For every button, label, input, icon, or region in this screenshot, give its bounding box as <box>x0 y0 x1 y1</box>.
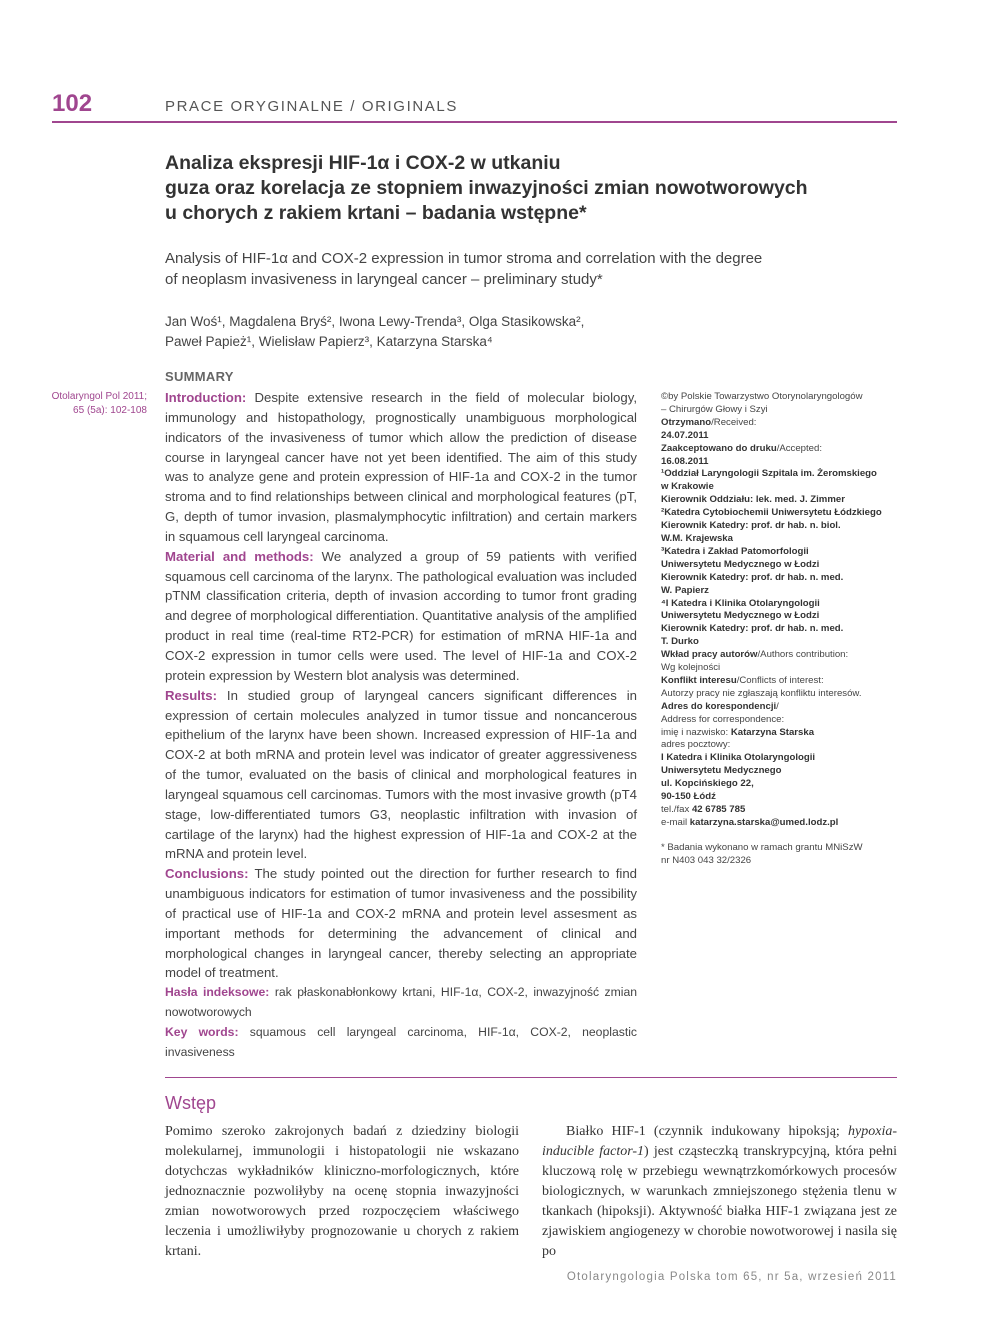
affiliation-line: Kierownik Katedry: prof. dr hab. n. biol. <box>661 520 841 532</box>
header-rule <box>52 121 897 123</box>
copyright-line: ©by Polskie Towarzystwo Otorynolaryngologów <box>661 391 863 402</box>
journal-footer: Otolaryngologia Polska tom 65, nr 5a, wrzesień 2011 <box>566 1271 897 1283</box>
affiliation-line: ³Katedra i Zakład Patomorfologii <box>661 545 809 557</box>
journal-citation <box>20 390 147 418</box>
key-words <box>165 1023 637 1063</box>
address-label: Adres do korespondencji/ <box>661 700 779 712</box>
results-label: Results: <box>165 687 218 703</box>
introduction-text: Despite extensive research in the field of molecular biology, immunology and histopathology, prognostically unambiguous morphological indicators of the invasiveness of tumor which allow the prediction of disease course in laryngeal cancer have not yet been identified. The aim of this study was to analyze gene and protein expression of HIF-1a and COX-2 in the tumor stroma and to find relationships between clinical and morphological features (pT, G, depth of tumor invasion, plasmalymphocytic infiltration) and certain markers in squamous cell laryngeal carcinoma. <box>165 390 637 544</box>
section-label: PRACE ORYGINALNE / ORIGINALS <box>165 98 458 115</box>
intro-heading: Wstęp <box>165 1093 217 1113</box>
title-line: u chorych z rakiem krtani – badania wstępne* <box>165 202 587 224</box>
intro-column-left <box>165 1122 519 1262</box>
copyright-line: – Chirurgów Głowy i Szyi <box>661 403 768 415</box>
received-label: Otrzymano/Received: <box>661 416 757 428</box>
index-terms <box>165 983 637 1023</box>
accepted-label: Zaakceptowano do druku/Accepted: <box>661 442 823 454</box>
postal-line: 90-150 Łódź <box>661 791 716 803</box>
introduction-label: Introduction: <box>165 390 247 405</box>
postal-label: adres pocztowy: <box>661 739 731 751</box>
postal-line: I Katedra i Klinika Otolaryngologii <box>661 752 816 764</box>
methods-text: We analyzed a group of 59 patients with verified squamous cell carcinoma of the larynx. The pathological evaluation was included pTNM classification criteria, depth of invasion according to tumor front grading and degree of morphological differentiation. Quantitative analysis of the amplified product in real time (real-time RT2-PCR) for estimation of mRNA HIF-1a and COX-2 expression in tumor cells were used. The level of HIF-1a and COX-2 protein expression by Western blot analysis was determined. <box>165 548 637 683</box>
title-line: Analiza ekspresji HIF-1α i COX-2 w utkaniu <box>165 152 561 174</box>
methods-label: Material and methods: <box>165 548 314 564</box>
abstract-introduction <box>165 388 637 547</box>
authors-line: Paweł Papież¹, Wielisław Papierz³, Katarzyna Starska⁴ <box>165 334 493 349</box>
keywords-label: Key words: <box>165 1025 239 1039</box>
conflict-value: Autorzy pracy nie zgłaszają konfliktu interesów. <box>661 687 862 699</box>
intro-paragraph: Pomimo szeroko zakrojonych badań z dziedziny biologii molekularnej, immunologii i histopatologii nie wskazano dotychczas wykładników kliniczno-morfologicznych, które jednoznacznie pozwoliłyby na ocenę stopnia inwazyjności zmian nowotworowych przed rozpoczęciem właściwego leczenia i umożliwiłyby prognozowanie u chorych z rakiem krtani. <box>165 1124 519 1259</box>
citation-line: 65 (5a): 102-108 <box>73 405 147 416</box>
article-subtitle <box>165 248 885 290</box>
abstract-results <box>165 686 637 865</box>
affiliation-line: Kierownik Katedry: prof. dr hab. n. med. <box>661 571 844 583</box>
title-line: guza oraz korelacja ze stopniem inwazyjności zmian nowotworowych <box>165 177 808 199</box>
citation-line: Otolaryngol Pol 2011; <box>51 391 147 402</box>
address-label-en: Address for correspondence: <box>661 713 785 725</box>
affiliation-line: W.M. Krajewska <box>661 532 733 544</box>
conclusions-text: The study pointed out the direction for further research to find unambiguous indicators for estimation of tumor invasiveness and the possibility of practical use of HIF-1a and COX-2 mRNA and protein level assesment as important methods for determining the advancement of clinical and morphological changes in laryngeal cancer, thereby selecting an appropriate model of treatment. <box>165 866 637 981</box>
grant-note: nr N403 043 32/2326 <box>661 854 752 866</box>
abstract-conclusions <box>165 864 637 983</box>
hasla-label: Hasła indeksowe: <box>165 985 270 1000</box>
email-link[interactable]: katarzyna.starska@umed.lodz.pl <box>689 816 839 828</box>
conclusions-label: Conclusions: <box>165 866 249 882</box>
conflict-label: Konflikt interesu/Conflicts of interest: <box>661 674 824 686</box>
postal-line: Uniwersytetu Medycznego <box>661 765 782 777</box>
results-text: In studied group of laryngeal cancers significant differences in expression of certain molecules analyzed in tumor tissue and noncancerous epithelium of the larynx have been shown. Increased expression of HIF-1a and COX-2 at both mRNA and protein level was indicator of greater aggressiveness of the tumor, evaluated on the basis of clinical and morphological features in laryngeal squamous cell carcinomas. Tumors with the most invasive growth (pT4 stage, low-differentiated tumors G3, neoplastic infiltration with invasion of cartilage of the larynx) had the highest expression of HIF-1a and COX-2 at the mRNA and protein level. <box>165 687 637 862</box>
article-title <box>165 151 905 226</box>
grant-note: * Badania wykonano w ramach grantu MNiSzW <box>661 841 863 853</box>
section-divider <box>165 1077 897 1078</box>
postal-line: ul. Kopcińskiego 22, <box>661 778 754 790</box>
accepted-date: 16.08.2011 <box>661 455 709 467</box>
subtitle-line: of neoplasm invasiveness in laryngeal cancer – preliminary study* <box>165 271 603 288</box>
affiliation-line: Uniwersytetu Medycznego w Łodzi <box>661 610 820 622</box>
hasla-text: rak płaskonabłonkowy krtani, HIF-1α, COX-2, inwazyjność zmian nowotworowych <box>165 985 638 1020</box>
affiliation-line: Kierownik Katedry: prof. dr hab. n. med. <box>661 623 844 635</box>
phone-line: tel./fax 42 6785 785 <box>661 804 746 815</box>
received-date: 24.07.2011 <box>661 429 709 441</box>
subtitle-line: Analysis of HIF-1α and COX-2 expression in tumor stroma and correlation with the degree <box>165 250 763 267</box>
abstract <box>165 388 637 1063</box>
page-number: 102 <box>52 90 93 117</box>
contribution-label: Wkład pracy autorów/Authors contribution: <box>661 649 849 661</box>
affiliation-line: ²Katedra Cytobiochemii Uniwersytetu Łódzkiego <box>661 507 882 519</box>
author-list <box>165 312 665 352</box>
keywords-text: squamous cell laryngeal carcinoma, HIF-1α, COX-2, neoplastic invasiveness <box>165 1025 638 1059</box>
article-info-sidebar <box>661 391 897 868</box>
affiliation-line: Uniwersytetu Medycznego w Łodzi <box>661 558 820 570</box>
contact-name: imię i nazwisko: Katarzyna Starska <box>661 726 815 738</box>
affiliation-line: ⁴I Katedra i Klinika Otolaryngologii <box>661 597 820 609</box>
summary-heading: SUMMARY <box>165 369 234 384</box>
intro-column-right <box>542 1122 897 1262</box>
email-line: e-mail katarzyna.starska@umed.lodz.pl <box>661 816 839 828</box>
affiliation-line: T. Durko <box>661 636 699 648</box>
abstract-methods <box>165 547 637 686</box>
affiliation-line: ¹Oddział Laryngologii Szpitala im. Żeromskiego <box>661 468 877 480</box>
authors-line: Jan Woś¹, Magdalena Bryś², Iwona Lewy-Trenda³, Olga Stasikowska², <box>165 314 585 329</box>
affiliation-line: w Krakowie <box>661 481 714 493</box>
affiliation-line: W. Papierz <box>661 584 709 596</box>
intro-paragraph: Białko HIF-1 (czynnik indukowany hipoksją; hypoxia-inducible factor-1) jest cząsteczką transkrypcyjną, która pełni kluczową rolę w przebiegu wewnątrzkomórkowych procesów biologicznych, w warunkach zmniejszonego stężenia tlenu w tkankach (hipoksji). Aktywność białka HIF-1 związana jest ze zjawiskiem angiogenezy w chorobie nowotworowej i nasila się po <box>542 1124 898 1259</box>
contribution-value: Wg kolejności <box>661 662 721 674</box>
affiliation-line: Kierownik Oddziału: lek. med. J. Zimmer <box>661 494 845 506</box>
